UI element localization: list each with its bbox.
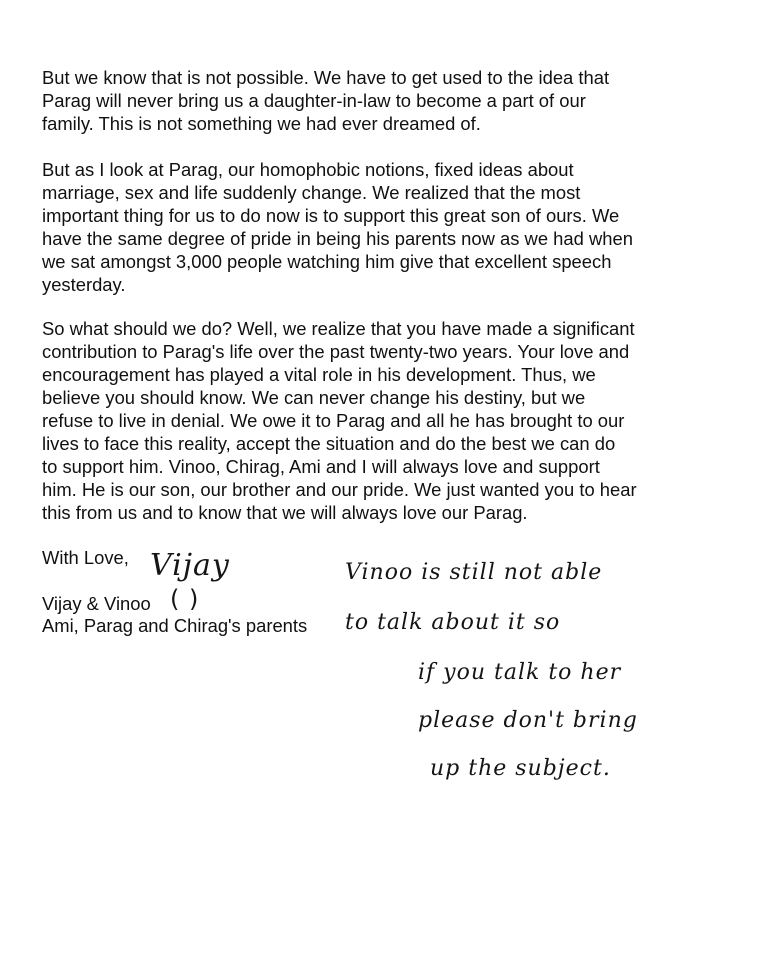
- signature-flourish: ( ): [170, 585, 200, 613]
- text-line: we sat amongst 3,000 people watching him give that excellent speech: [42, 251, 612, 272]
- text-line: yesterday.: [42, 274, 126, 295]
- text-line: contribution to Parag's life over the past twenty-two years. Your love and: [42, 341, 630, 362]
- text-line: lives to face this reality, accept the situation and do the best we can do: [42, 433, 616, 454]
- text-line: believe you should know. We can never change his destiny, but we: [42, 387, 586, 408]
- paragraph-1: [42, 66, 742, 135]
- handwritten-note-line: up the subject.: [430, 756, 611, 781]
- text-line: Parag will never bring us a daughter-in-law to become a part of our: [42, 90, 586, 111]
- text-line: So what should we do? Well, we realize that you have made a significant: [42, 318, 635, 339]
- handwritten-signature: Vijay: [150, 548, 230, 583]
- text-line: refuse to live in denial. We owe it to Parag and all he has brought to our: [42, 410, 625, 431]
- paragraph-2: [42, 158, 742, 296]
- handwritten-note-line: please don't bring: [418, 708, 638, 733]
- text-line: But we know that is not possible. We have to get used to the idea that: [42, 67, 610, 88]
- text-line: encouragement has played a vital role in his development. Thus, we: [42, 364, 596, 385]
- paragraph-3: [42, 317, 742, 524]
- handwritten-note-line: Vinoo is still not able: [345, 560, 603, 585]
- text-line: to support him. Vinoo, Chirag, Ami and I will always love and support: [42, 456, 600, 477]
- text-line: But as I look at Parag, our homophobic notions, fixed ideas about: [42, 159, 574, 180]
- text-line: have the same degree of pride in being his parents now as we had when: [42, 228, 633, 249]
- text-line: him. He is our son, our brother and our pride. We just wanted you to hear: [42, 479, 637, 500]
- text-line: this from us and to know that we will always love our Parag.: [42, 502, 528, 523]
- text-line: marriage, sex and life suddenly change. We realized that the most: [42, 182, 581, 203]
- text-line: important thing for us to do now is to support this great son of ours. We: [42, 205, 620, 226]
- signers: Vijay & Vinoo: [42, 593, 151, 614]
- closing: With Love,: [42, 547, 129, 568]
- handwritten-note-line: to talk about it so: [345, 610, 561, 635]
- handwritten-note-line: if you talk to her: [418, 660, 622, 685]
- signers-subtitle: Ami, Parag and Chirag's parents: [42, 615, 308, 636]
- text-line: family. This is not something we had ever dreamed of.: [42, 113, 481, 134]
